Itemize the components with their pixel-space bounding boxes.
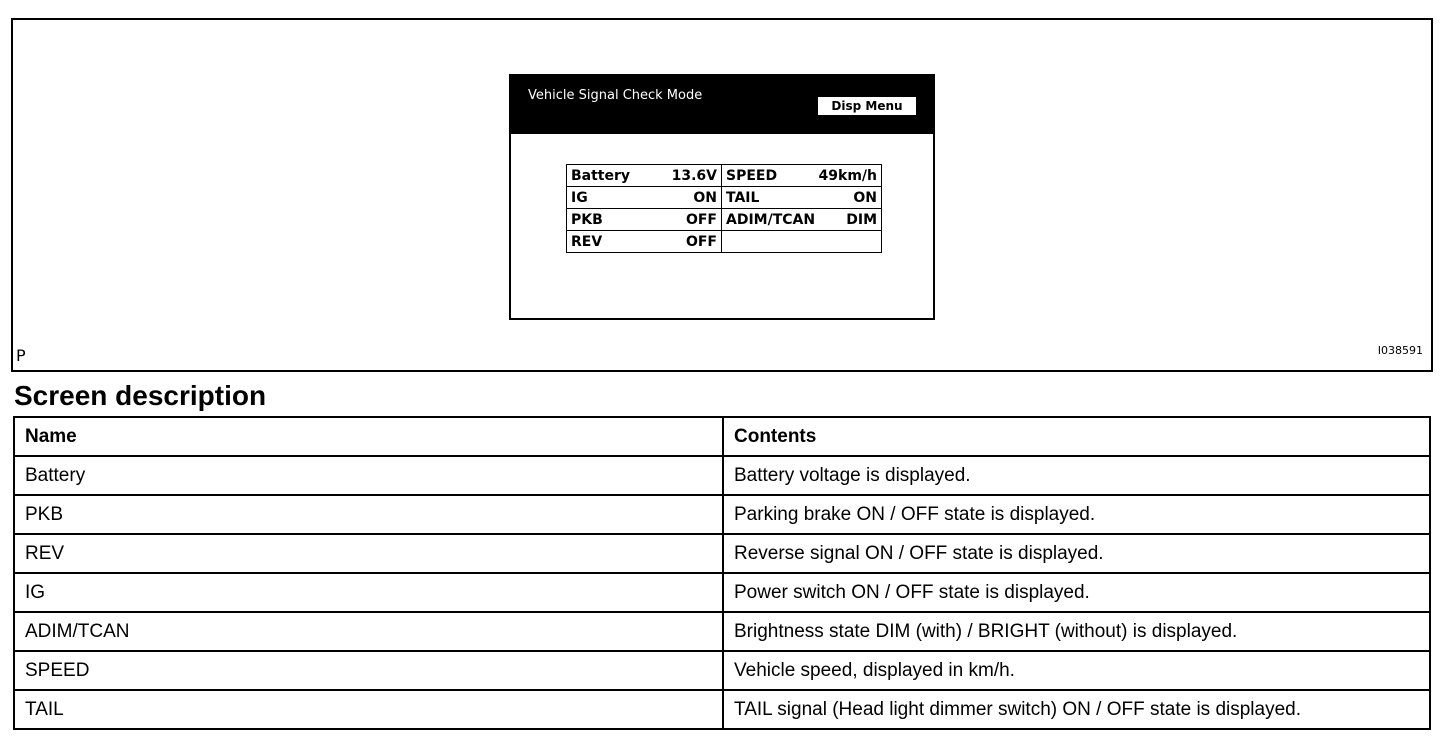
signal-row	[567, 165, 882, 187]
row-contents: Vehicle speed, displayed in km/h.	[723, 651, 1430, 690]
row-name: Battery	[14, 456, 723, 495]
table-row	[14, 456, 1430, 495]
table-row	[14, 612, 1430, 651]
signal-cell	[567, 209, 722, 231]
figure-letter: P	[16, 346, 26, 365]
row-contents: Brightness state DIM (with) / BRIGHT (without) is displayed.	[723, 612, 1430, 651]
signal-cell	[722, 231, 882, 253]
signal-cell	[567, 231, 722, 253]
signal-cell	[722, 165, 882, 187]
signal-row	[567, 231, 882, 253]
signal-value: ON	[693, 189, 717, 206]
screen-title: Vehicle Signal Check Mode	[528, 88, 703, 103]
signal-value: OFF	[685, 211, 717, 228]
signal-name: TAIL	[726, 189, 760, 206]
row-contents: Power switch ON / OFF state is displayed.	[723, 573, 1430, 612]
header-contents: Contents	[723, 417, 1430, 456]
disp-menu-button[interactable]: Disp Menu	[817, 96, 917, 116]
signal-value: DIM	[846, 211, 877, 228]
signal-name: Battery	[571, 167, 631, 184]
table-header-row	[14, 417, 1430, 456]
row-name: REV	[14, 534, 723, 573]
row-contents: Parking brake ON / OFF state is displayed.	[723, 495, 1430, 534]
signal-value: OFF	[685, 233, 717, 250]
signal-cell	[567, 165, 722, 187]
row-contents: Battery voltage is displayed.	[723, 456, 1430, 495]
signal-row	[567, 209, 882, 231]
signal-value: 13.6V	[671, 167, 717, 184]
signal-value: 49km/h	[818, 167, 877, 184]
signal-name: IG	[571, 189, 588, 206]
signal-cell	[722, 209, 882, 231]
row-name: IG	[14, 573, 723, 612]
vehicle-signal-screen	[509, 74, 935, 320]
header-name: Name	[14, 417, 723, 456]
figure-id: I038591	[1377, 344, 1423, 357]
signal-name: PKB	[571, 211, 603, 228]
signal-name: REV	[571, 233, 603, 250]
screen-header	[511, 76, 933, 134]
signal-cell	[567, 187, 722, 209]
screen-description-table	[13, 416, 1431, 730]
signal-value: ON	[853, 189, 877, 206]
signal-name: SPEED	[726, 167, 778, 184]
table-row	[14, 690, 1430, 729]
table-row	[14, 573, 1430, 612]
signal-name: ADIM/TCAN	[726, 211, 816, 228]
row-contents: Reverse signal ON / OFF state is displayed.	[723, 534, 1430, 573]
table-row	[14, 651, 1430, 690]
row-name: SPEED	[14, 651, 723, 690]
table-row	[14, 495, 1430, 534]
signal-grid	[566, 164, 882, 253]
row-contents: TAIL signal (Head light dimmer switch) ON / OFF state is displayed.	[723, 690, 1430, 729]
figure-frame	[11, 18, 1433, 372]
row-name: PKB	[14, 495, 723, 534]
row-name: TAIL	[14, 690, 723, 729]
row-name: ADIM/TCAN	[14, 612, 723, 651]
table-row	[14, 534, 1430, 573]
signal-row	[567, 187, 882, 209]
section-title: Screen description	[14, 380, 267, 411]
signal-cell	[722, 187, 882, 209]
